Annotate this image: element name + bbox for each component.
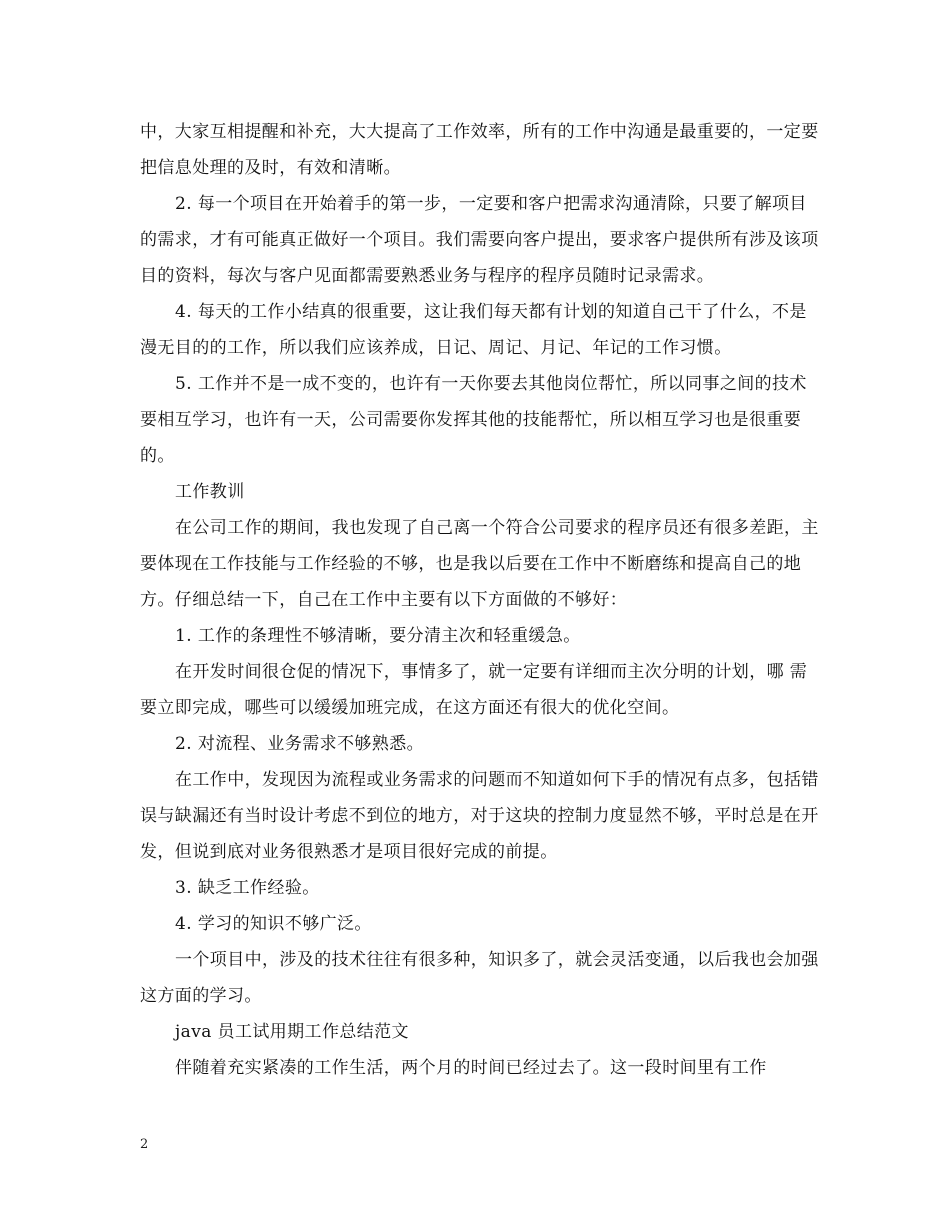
paragraph: 中，大家互相提醒和补充，大大提高了工作效率，所有的工作中沟通是最重要的，一定要把信息处理的及时，有效和清晰。 <box>140 122 819 178</box>
section-heading: java 员工试用期工作总结范文 <box>175 1022 409 1042</box>
paragraph: 4. 每天的工作小结真的很重要，这让我们每天都有计划的知道自己干了什么，不是漫无目的的工作，所以我们应该养成，日记、周记、月记、年记的工作习惯。 <box>140 302 807 358</box>
section-heading: 工作教训 <box>175 482 245 502</box>
paragraph: 一个项目中，涉及的技术往往有很多种，知识多了，就会灵活变通，以后我也会加强这方面的学习。 <box>140 950 819 1006</box>
paragraph: 在工作中，发现因为流程或业务需求的问题而不知道如何下手的情况有点多，包括错误与缺漏还有当时设计考虑不到位的地方，对于这块的控制力度显然不够，平时总是在开发，但说到底对业务很熟悉才是项目很好完成的前提。 <box>140 770 819 862</box>
paragraph: 2. 每一个项目在开始着手的第一步，一定要和客户把需求沟通清除，只要了解项目的需求，才有可能真正做好一个项目。我们需要向客户提出，要求客户提供所有涉及该项目的资料，每次与客户见面都需要熟悉业务与程序的程序员随时记录需求。 <box>140 194 819 286</box>
paragraph: 1. 工作的条理性不够清晰，要分清主次和轻重缓急。 <box>175 626 581 646</box>
body-text <box>140 114 820 1086</box>
paragraph: 4. 学习的知识不够广泛。 <box>175 914 372 934</box>
paragraph: 2. 对流程、业务需求不够熟悉。 <box>175 734 425 754</box>
paragraph: 5. 工作并不是一成不变的，也许有一天你要去其他岗位帮忙，所以同事之间的技术要相互学习，也许有一天，公司需要你发挥其他的技能帮忙，所以相互学习也是很重要的。 <box>140 374 807 466</box>
paragraph: 3. 缺乏工作经验。 <box>175 878 320 898</box>
page-number: 2 <box>140 1137 149 1152</box>
paragraph: 伴随着充实紧凑的工作生活，两个月的时间已经过去了。这一段时间里有工作 <box>175 1058 767 1078</box>
paragraph: 在开发时间很仓促的情况下，事情多了，就一定要有详细而主次分明的计划，哪 需要立即完成，哪些可以缓缓加班完成，在这方面还有很大的优化空间。 <box>140 662 808 718</box>
paragraph: 在公司工作的期间，我也发现了自己离一个符合公司要求的程序员还有很多差距，主要体现在工作技能与工作经验的不够，也是我以后要在工作中不断磨练和提高自己的地方。仔细总结一下，自己在工作中主要有以下方面做的不够好： <box>140 518 819 610</box>
